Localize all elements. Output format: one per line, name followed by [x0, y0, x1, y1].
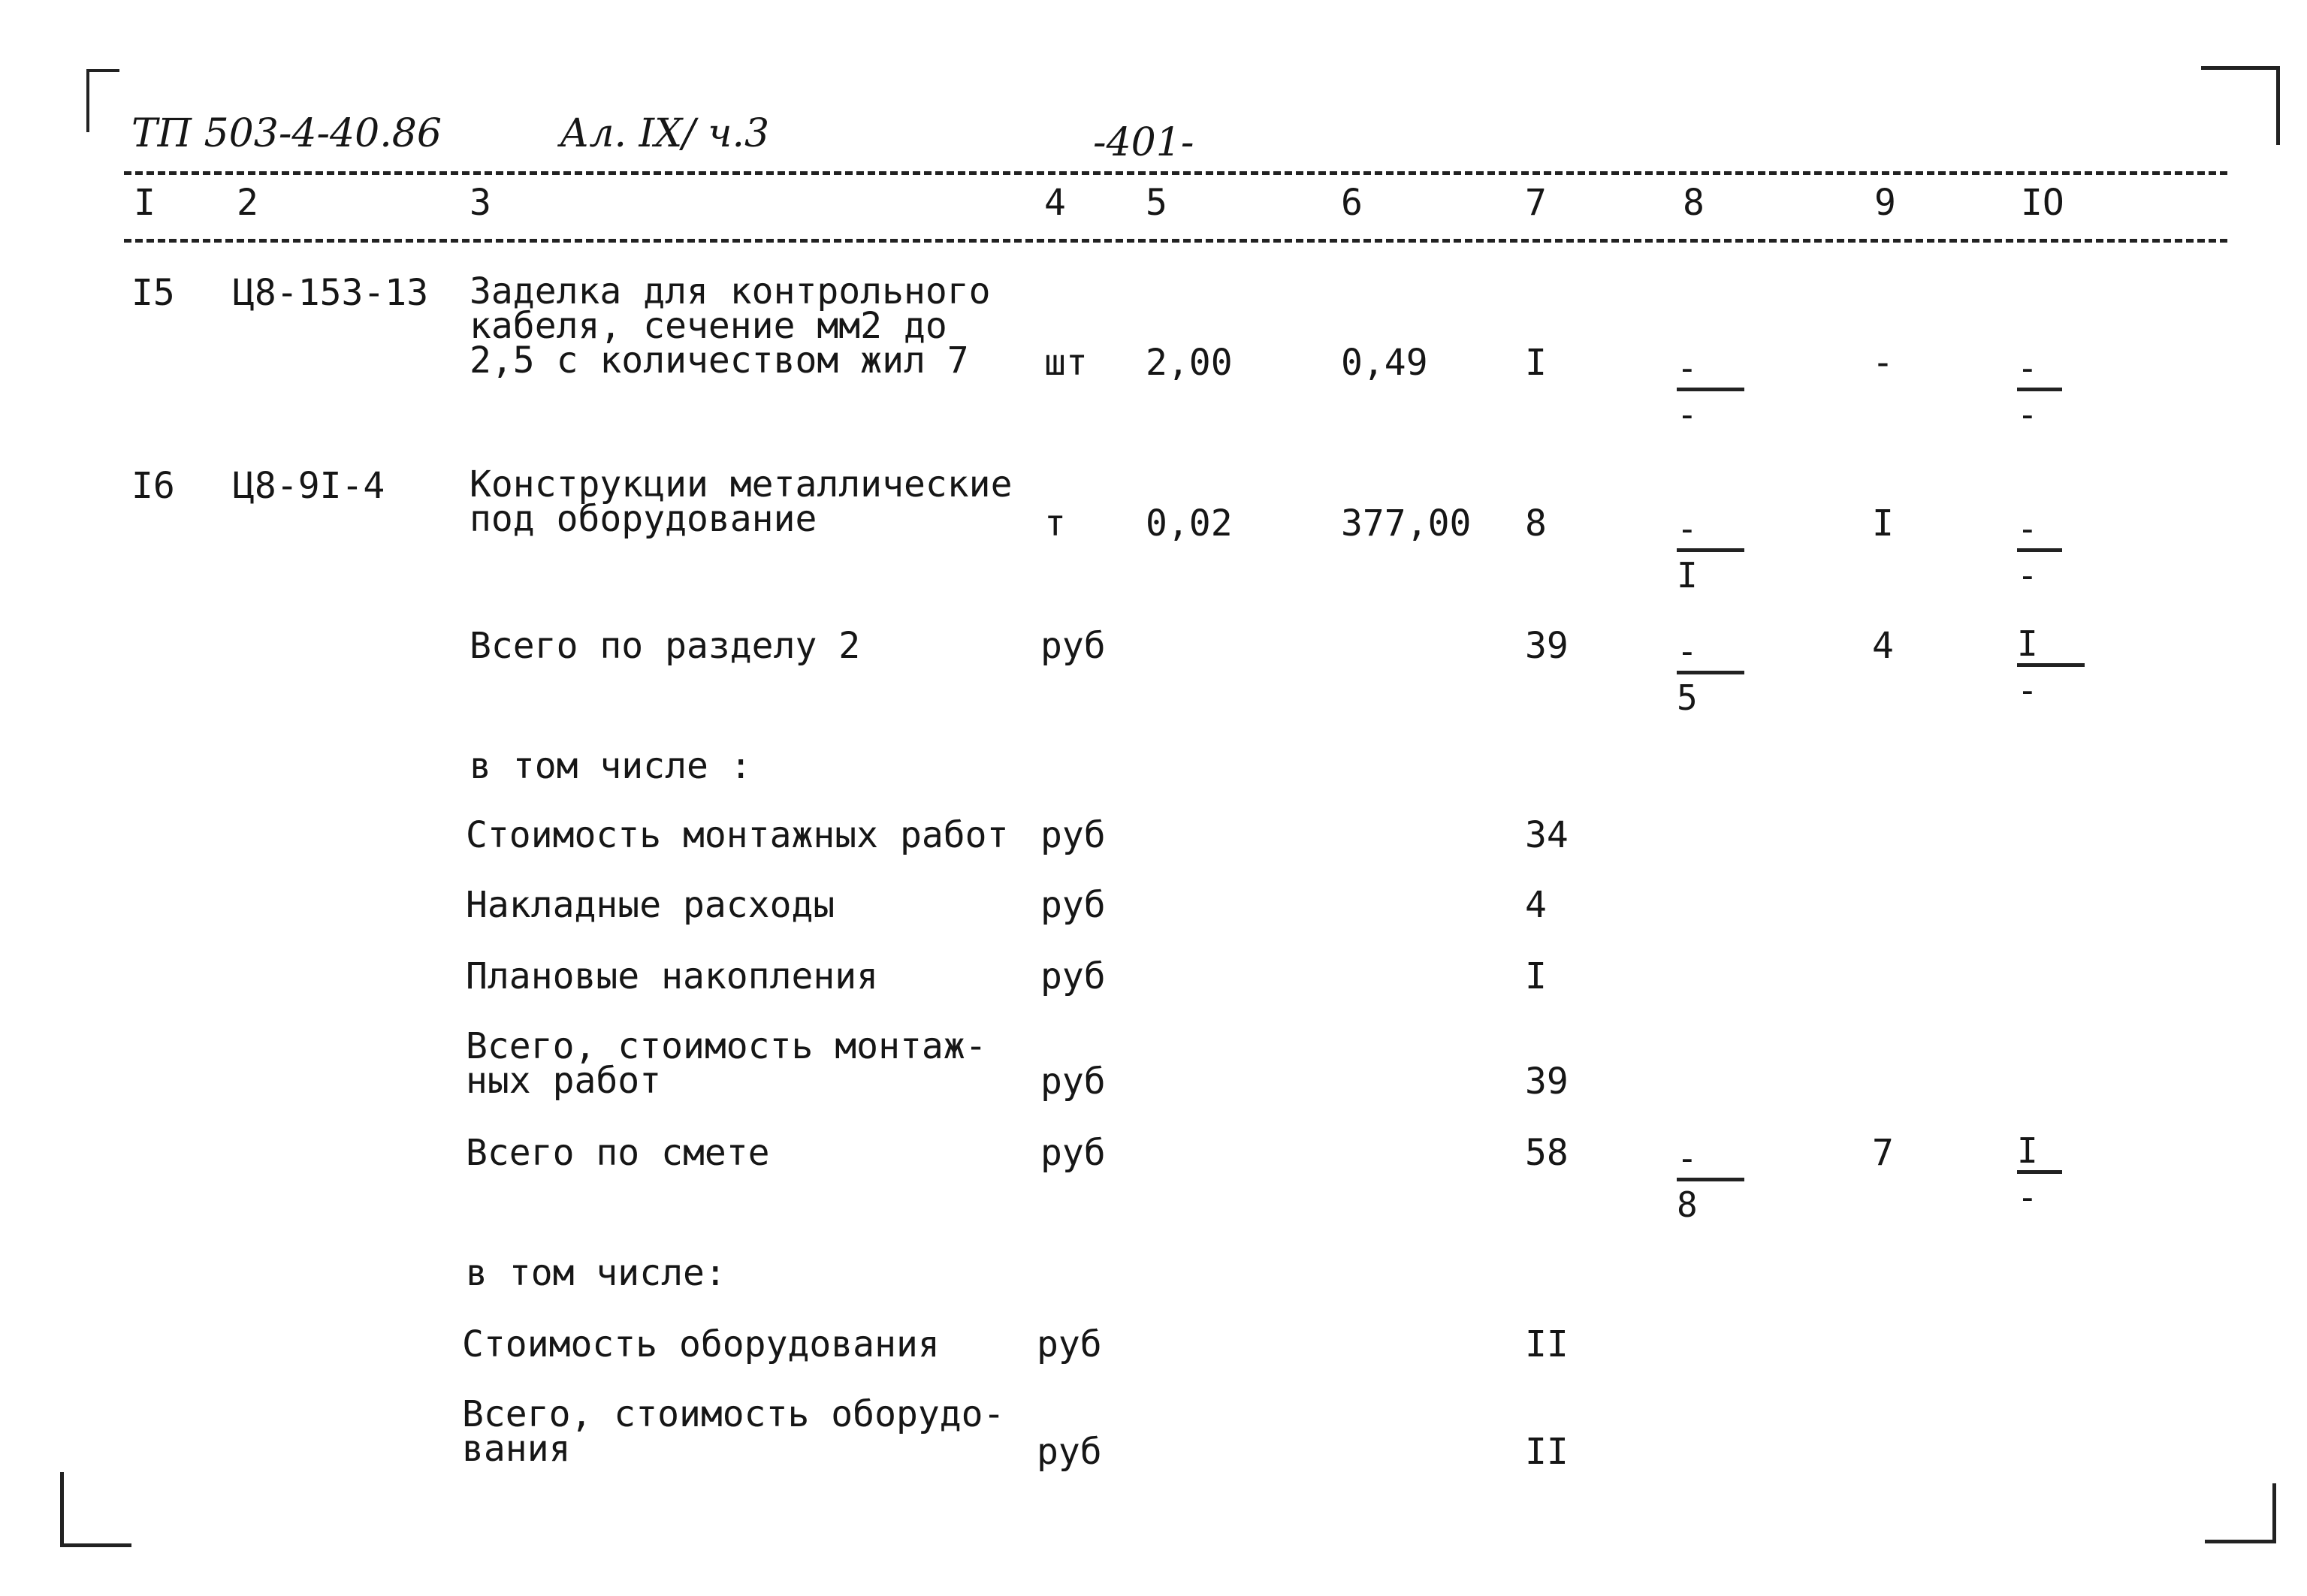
summary-total: 39 [1525, 1060, 1569, 1103]
summary-total: II [1525, 1323, 1569, 1365]
col9-value: 7 [1872, 1132, 1894, 1174]
work-name: Заделка для контрольного кабеля, сечение мм2 до 2,5 с количеством жил 7 [470, 270, 991, 382]
summary-label: Всего, стоимость оборудо- вания [462, 1393, 1005, 1470]
col10-fraction: I - [2017, 627, 2100, 709]
col8-fraction: - - [1677, 351, 1759, 433]
col-header-6: 6 [1341, 182, 1363, 224]
summary-label: Накладные расходы [466, 884, 835, 926]
corner-bottom-left [60, 1472, 131, 1547]
summary-total: 4 [1525, 884, 1547, 926]
summary-label: Стоимость монтажных работ [466, 814, 1009, 856]
quantity: 2,00 [1146, 342, 1233, 384]
col8-fraction: - 5 [1677, 635, 1759, 717]
page-number: -401- [1093, 120, 1194, 165]
doc-code: ТП 503-4-40.86 [131, 111, 442, 156]
col-header-10: IO [2021, 182, 2064, 224]
total-cost: 8 [1525, 502, 1547, 545]
col9-value: - [1872, 342, 1894, 384]
summary-label: Всего по смете [466, 1132, 770, 1174]
work-name: Конструкции металлические под оборудование [470, 463, 1013, 540]
summary-label: Всего по разделу 2 [470, 625, 861, 667]
summary-unit: руб [1040, 1132, 1106, 1174]
summary-label: Плановые накопления [466, 955, 879, 997]
quantity: 0,02 [1146, 502, 1233, 545]
col8-fraction: - I [1677, 512, 1759, 594]
unit-price: 0,49 [1341, 342, 1428, 384]
col-header-9: 9 [1874, 182, 1896, 224]
price-code: Ц8-153-13 [233, 272, 429, 314]
summary-total: 34 [1525, 814, 1569, 856]
summary-unit: руб [1040, 884, 1106, 926]
summary-total: 39 [1525, 625, 1569, 667]
col-header-3: 3 [470, 182, 491, 224]
album-ref: Ал. IX/ ч.3 [560, 111, 770, 156]
unit: т [1044, 502, 1066, 545]
col-header-4: 4 [1044, 182, 1066, 224]
col-header-5: 5 [1146, 182, 1167, 224]
summary-total: II [1525, 1431, 1569, 1473]
col-header-8: 8 [1683, 182, 1705, 224]
header-rule-top [124, 171, 2227, 175]
col10-fraction: - - [2017, 512, 2100, 594]
summary-total: I [1525, 955, 1547, 997]
corner-bottom-right [2205, 1483, 2276, 1543]
summary-label: Всего, стоимость монтаж- ных работ [466, 1025, 987, 1102]
col9-value: I [1872, 502, 1894, 545]
summary-unit: руб [1040, 814, 1106, 856]
summary-label: Стоимость оборудования [462, 1323, 940, 1365]
col-header-2: 2 [237, 182, 258, 224]
col10-fraction: - - [2017, 351, 2100, 433]
row-number: I6 [131, 465, 175, 507]
summary-unit: руб [1037, 1431, 1102, 1473]
summary-unit: руб [1040, 955, 1106, 997]
row-number: I5 [131, 272, 175, 314]
price-code: Ц8-9I-4 [233, 465, 385, 507]
col8-fraction: - 8 [1677, 1142, 1759, 1223]
corner-top-left [86, 69, 119, 132]
col-header-7: 7 [1525, 182, 1547, 224]
summary-unit: руб [1040, 625, 1106, 667]
header-rule-bottom [124, 239, 2227, 243]
total-cost: I [1525, 342, 1547, 384]
col9-value: 4 [1872, 625, 1894, 667]
subheading-including: в том числе : [470, 745, 752, 787]
summary-unit: руб [1040, 1060, 1106, 1103]
summary-total: 58 [1525, 1132, 1569, 1174]
col-header-1: I [134, 182, 156, 224]
subheading-including: в том числе: [466, 1252, 726, 1294]
unit: шт [1044, 342, 1088, 384]
summary-unit: руб [1037, 1323, 1102, 1365]
unit-price: 377,00 [1341, 502, 1472, 545]
col10-fraction: I - [2017, 1134, 2100, 1216]
corner-top-right [2201, 66, 2280, 145]
